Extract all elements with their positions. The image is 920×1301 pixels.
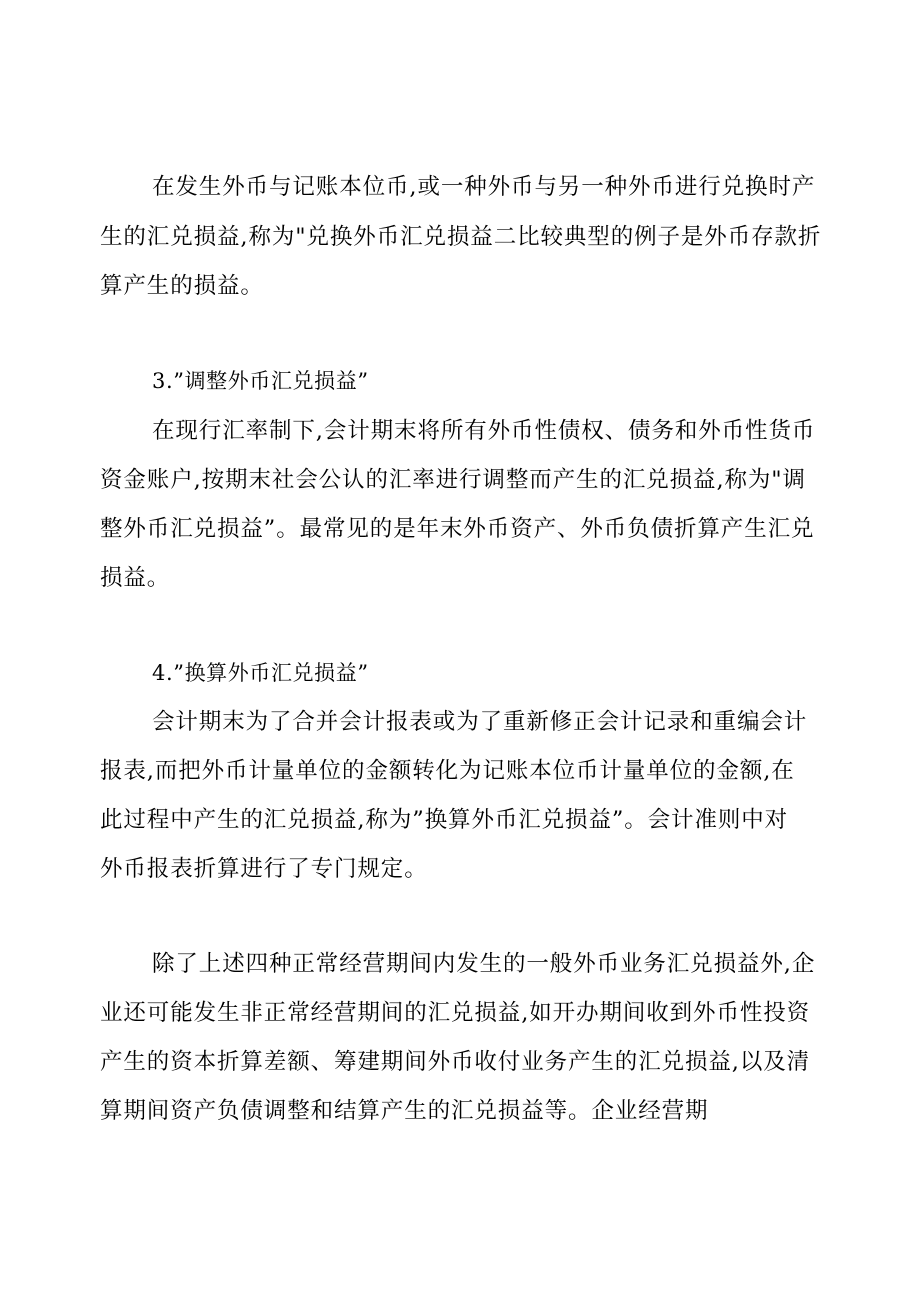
section-4-line-3: 此过程中产生的汇兑损益,称为”换算外币汇兑损益”。会计准则中对 [100,807,789,833]
paragraph-1-line-3: 算产生的损益。 [100,273,264,299]
section-3-line-1: 在现行汇率制下,会计期末将所有外币性债权、债务和外币性货币 [152,418,816,444]
section-3-heading: 3.”调整外币汇兑损益” [152,369,369,393]
paragraph-last-line-2: 业还可能发生非正常经营期间的汇兑损益,如开办期间收到外币性投资 [100,1000,811,1026]
paragraph-last-line-1: 除了上述四种正常经营期间内发生的一般外币业务汇兑损益外,企 [152,951,816,977]
section-4-line-1: 会计期末为了合并会计报表或为了重新修正会计记录和重编会计 [152,709,808,735]
paragraph-last-line-4: 算期间资产负债调整和结算产生的汇兑损益等。企业经营期 [100,1098,709,1124]
section-3-line-3: 整外币汇兑损益”。最常见的是年末外币资产、外币负债折算产生汇兑 [100,516,815,542]
section-3-line-2: 资金账户,按期末社会公认的汇率进行调整而产生的汇兑损益,称为"调 [100,467,806,493]
section-3-line-4: 损益。 [100,565,171,591]
section-4-line-2: 报表,而把外币计量单位的金额转化为记账本位币计量单位的金额,在 [100,758,795,784]
section-4-heading: 4.”换算外币汇兑损益” [152,661,369,685]
section-4-line-4: 外币报表折算进行了专门规定。 [100,856,428,882]
paragraph-last-line-3: 产生的资本折算差额、筹建期间外币收付业务产生的汇兑损益,以及清 [100,1049,811,1075]
paragraph-1-line-2: 生的汇兑损益,称为"兑换外币汇兑损益二比较典型的例子是外币存款折 [100,224,822,250]
paragraph-1-line-1: 在发生外币与记账本位币,或一种外币与另一种外币进行兑换时产 [152,174,816,200]
